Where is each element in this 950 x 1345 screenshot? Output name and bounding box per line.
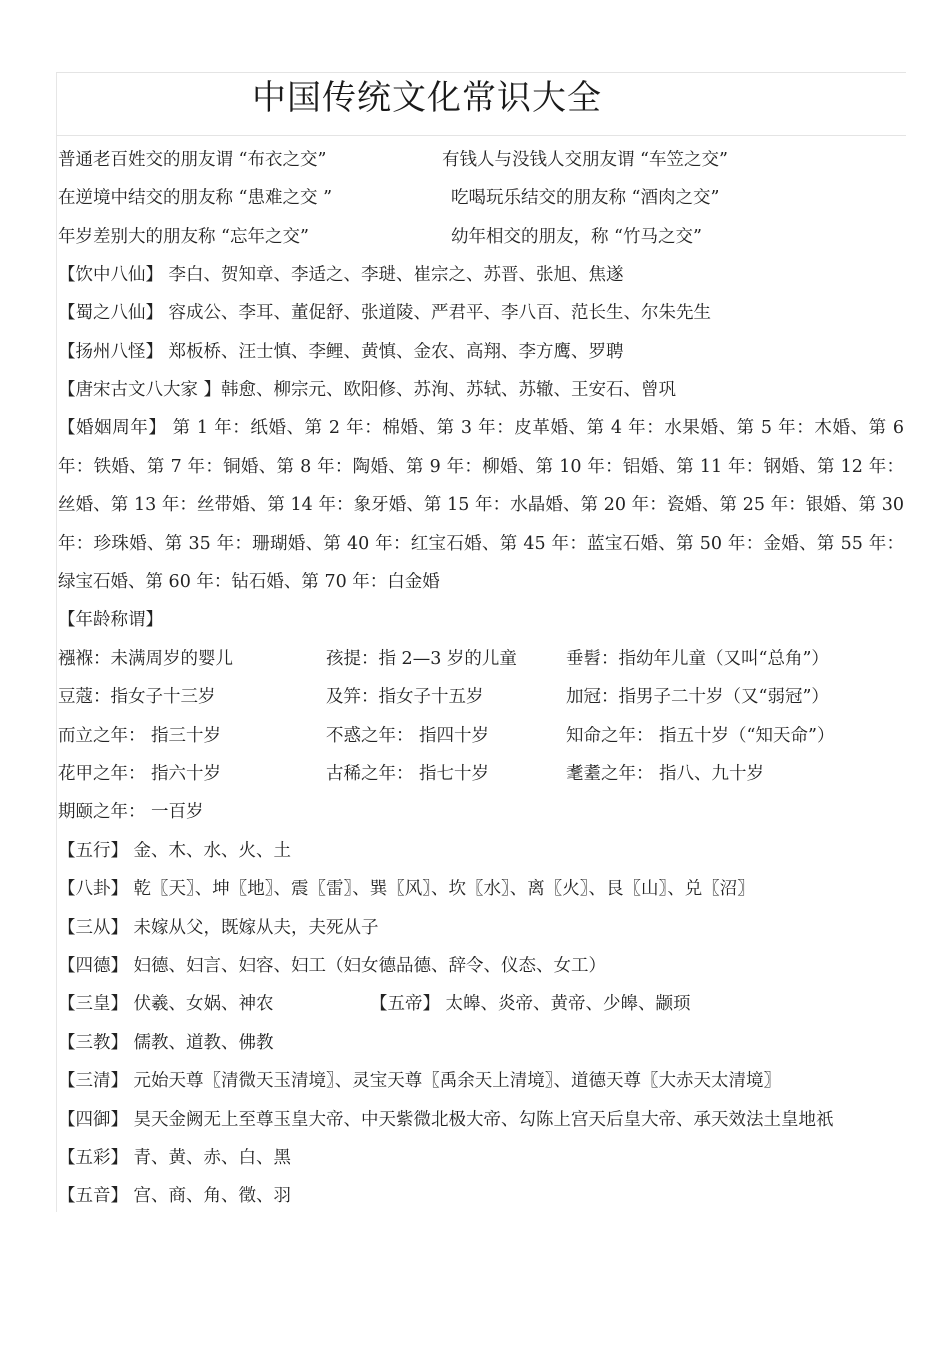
wuxing: 【五行】 金、木、水、火、土 [58,841,292,861]
age-cell: 知命之年： 指五十岁（“知天命”） [566,726,835,746]
age-cell: 垂髫：指幼年儿童（又叫“总角”） [566,649,829,669]
wuyin: 【五音】 宫、商、角、徵、羽 [58,1186,292,1206]
yinzhong-baxian: 【饮中八仙】 李白、贺知章、李适之、李琎、崔宗之、苏晋、张旭、焦遂 [58,265,624,285]
wudi: 【五帝】 太皞、炎帝、黄帝、少皞、颛顼 [370,994,691,1014]
friend-right-2: 吃喝玩乐结交的朋友称 “酒肉之交” [451,188,720,208]
sanqing: 【三清】 元始天尊〖清微天玉清境〗、灵宝天尊〖禹余天上清境〗、道德天尊〖大赤天太清境〗 [58,1071,782,1091]
marriage-anniversaries: 【婚姻周年】 第 1 年：纸婚、第 2 年：棉婚、第 3 年：皮革婚、第 4 年：水果婚、第 5 年：木婚、第 6 年：铁婚、第 7 年：铜婚、第 8 年：陶婚、第 9 年：柳婚、第 10 年：铝婚、第 11 年：钢婚、第 12 年：丝婚、第 13 年：丝带婚、第 14 年：象牙婚、第 15 年：水晶婚、第 20 年：瓷婚、第 25 年：银婚、第 30 年：珍珠婚、第 35 年：珊瑚婚、第 40 年：红宝石婚、第 45 年：蓝宝石婚、第 50 年：金婚、第 55 年：绿宝石婚、第 60 年：钻石婚、第 70 年：白金婚 [58,418,904,592]
side: 【四德】 妇德、妇言、妇容、妇工（妇女德品德、辞令、仪态、女工） [58,956,607,976]
wucai: 【五彩】 青、黄、赤、白、黑 [58,1148,292,1168]
siyu: 【四御】 昊天金阙无上至尊玉皇大帝、中天紫微北极大帝、勾陈上宫天后皇大帝、承天效法土皇地祇 [58,1110,834,1130]
sanhuang: 【三皇】 伏羲、女娲、神农 [58,994,274,1014]
age-cell: 襁褓：未满周岁的婴儿 [58,649,233,669]
age-cell: 花甲之年： 指六十岁 [58,764,222,784]
age-cell: 加冠：指男子二十岁（又“弱冠”） [566,687,829,707]
age-cell: 而立之年： 指三十岁 [58,726,222,746]
friend-right-3: 幼年相交的朋友，称 “竹马之交” [451,227,702,247]
age-heading: 【年龄称谓】 [58,610,163,630]
tangsong-badajia: 【唐宋古文八大家 】韩愈、柳宗元、欧阳修、苏洵、苏轼、苏辙、王安石、曾巩 [58,380,677,400]
page-title: 中国传统文化常识大全 [252,78,602,118]
sanjiao: 【三教】 儒教、道教、佛教 [58,1033,274,1053]
age-cell: 古稀之年： 指七十岁 [326,764,490,784]
age-cell: 不惑之年： 指四十岁 [326,726,490,746]
age-cell: 孩提：指 2—3 岁的儿童 [326,649,517,669]
shuzhi-baxian: 【蜀之八仙】 容成公、李耳、董促舒、张道陵、严君平、李八百、范长生、尔朱先生 [58,303,712,323]
sancong: 【三从】 未嫁从父，既嫁从夫，夫死从子 [58,918,379,938]
yangzhou-baguai: 【扬州八怪】 郑板桥、汪士慎、李鲤、黄慎、金农、高翔、李方鹰、罗聘 [58,342,624,362]
age-cell: 期颐之年： 一百岁 [58,802,204,822]
friend-right-1: 有钱人与没钱人交朋友谓 “车笠之交” [442,150,728,170]
friend-left-3: 年岁差别大的朋友称 “忘年之交” [58,227,309,247]
age-cell: 耄耋之年： 指八、九十岁 [566,764,765,784]
bagua: 【八卦】 乾〖天〗、坤〖地〗、震〖雷〗、巽〖风〗、坎〖水〗、离〖火〗、艮〖山〗、兑〖沼〗 [58,879,755,899]
age-cell: 及笄：指女子十五岁 [326,687,484,707]
friend-left-1: 普通老百姓交的朋友谓 “布衣之交” [58,150,327,170]
age-cell: 豆蔻：指女子十三岁 [58,687,216,707]
friend-left-2: 在逆境中结交的朋友称 “患难之交 ” [58,188,333,208]
